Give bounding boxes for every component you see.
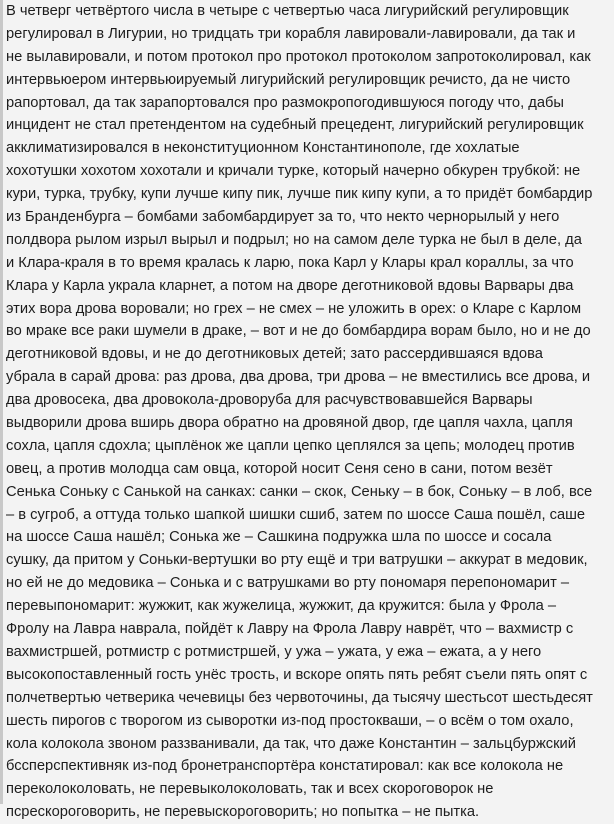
quote-accent-bar	[0, 0, 3, 804]
text-line-26: но ей не до медовика – Сонька и с ватрушками во рту пономаря перепономарит –	[6, 575, 570, 592]
text-line-19: выдворили дрова вширь двора обратно на дровяной двор, где цапля чахла, цапля	[6, 415, 573, 432]
text-line-35: переколоколовать, не перевыколоколовать, так и всех скороговорок не	[6, 781, 494, 798]
text-line-22: Сенька Соньку с Санькой на санках: санки – скок, Сеньку – в бок, Соньку – в лоб, все	[6, 483, 593, 500]
text-line-4: интервьюером интервьюируемый лигурийский регулировщик речисто, да не чисто	[6, 71, 571, 88]
text-line-24: на шоссе Саша нашёл; Сонька же – Сашкина подружка шла по шоссе и сосала	[6, 529, 552, 546]
text-line-15: во мраке все раки шумели в драке, – вот и не до бомбардира ворам было, но и не до	[6, 323, 591, 340]
text-line-29: вахмистршей, ротмистр с ротмистршей, у ужа – ужата, у ежа – ежата, а у него	[6, 643, 542, 660]
text-line-11: полдвора рылом изрыл вырыл и подрыл; но на самом деле турка не был в деле, да	[6, 231, 582, 248]
text-line-25: сушку, да притом у Соньки-вертушки во рту ещё и три ватрушки – аккурат в медовик,	[6, 552, 588, 569]
text-line-31: полчетвертью четверика чечевицы без червоточины, да тысячу шестьсот шестьдесят	[6, 689, 593, 706]
text-line-14: этих вора дрова воровали; но грех – не смех – не уложить в орех: о Кларе с Карлом	[6, 300, 582, 317]
text-line-16: деготниковой вдовы, и не до деготниковых детей; зато рассердившаяся вдова	[6, 346, 543, 363]
text-line-10: из Бранденбурга – бомбами забомбардирует за то, что некто чернорылый у него	[6, 209, 560, 226]
text-line-8: хохотушки хохотом хохотали и кричали турке, который начерно обкурен трубкой: не	[6, 163, 581, 180]
text-line-17: убрала в сарай дрова: раз дрова, два дрова, три дрова – не вместились все дрова, и	[6, 369, 591, 386]
text-line-30: высокопоставленный гость унёс трость, и вскоре опять пять ребят съели пять опят с	[6, 666, 588, 683]
text-line-34: бссперспективняк из-под бронетранспортёра констатировал: как все колокола не	[6, 758, 564, 775]
text-line-33: кола колокола звоном раззванивали, да так, что даже Константин – зальцбуржский	[6, 735, 576, 752]
text-line-12: и Клара-краля в то время кралась к ларю, пока Карл у Клары крал кораллы, за что	[6, 254, 574, 271]
text-line-3: не вылавировали, и потом протокол про протокол протоколом запротоколировал, как	[6, 48, 591, 65]
text-line-2: регулировал в Лигурии, но тридцать три корабля лавировали-лавировали, да так и	[6, 25, 576, 42]
text-line-27: перевыпономарит: жужжит, как жужелица, жужжит, да кружится: была у Фрола –	[6, 598, 557, 615]
text-line-7: акклиматизировался в неконституционном Константинополе, где хохлатые	[6, 140, 520, 157]
text-line-5: рапортовал, да так зарапортовался про размокропогодившуюся погоду что, дабы	[6, 94, 564, 111]
text-line-18: два дровосека, два дровокола-дроворуба для расчувствовавшейся Варвары	[6, 392, 533, 409]
text-line-9: кури, турка, трубку, купи лучше кипу пик, лучше пик кипу купи, а то придёт бомбардир	[6, 186, 593, 203]
text-line-36: пcрескороговорить, не перевыскороговорить; но попытка – не пытка.	[6, 804, 480, 821]
text-line-6: инцидент не стал претендентом на судебный прецедент, лигурийский регулировщик	[6, 117, 584, 134]
text-line-32: шесть пирогов с творогом из сыворотки из-под простокваши, – о всём о том охало,	[6, 712, 574, 729]
text-line-20: сохла, цапля сдохла; цыплёнок же цапли цепко цеплялся за цепь; молодец против	[6, 437, 575, 454]
text-line-1: В четверг четвёртого числа в четыре с четвертью часа лигурийский регулировщик	[6, 3, 569, 19]
text-line-28: Фролу на Лавра наврала, пойдёт к Лавру на Фрола Лавру наврёт, что – вахмистр с	[6, 621, 574, 638]
text-line-23: – в сугроб, а оттуда только шапкой шишки сшиб, затем по шоссе Саша пошёл, саше	[6, 506, 586, 523]
text-line-21: овец, а против молодца сам овца, которой носит Сеня сено в сани, потом везёт	[6, 460, 553, 477]
text-line-13: Клара у Карла украла кларнет, а потом на дворе деготниковой вдовы Варвары два	[6, 277, 574, 294]
tongue-twister-paragraph	[6, 0, 610, 824]
